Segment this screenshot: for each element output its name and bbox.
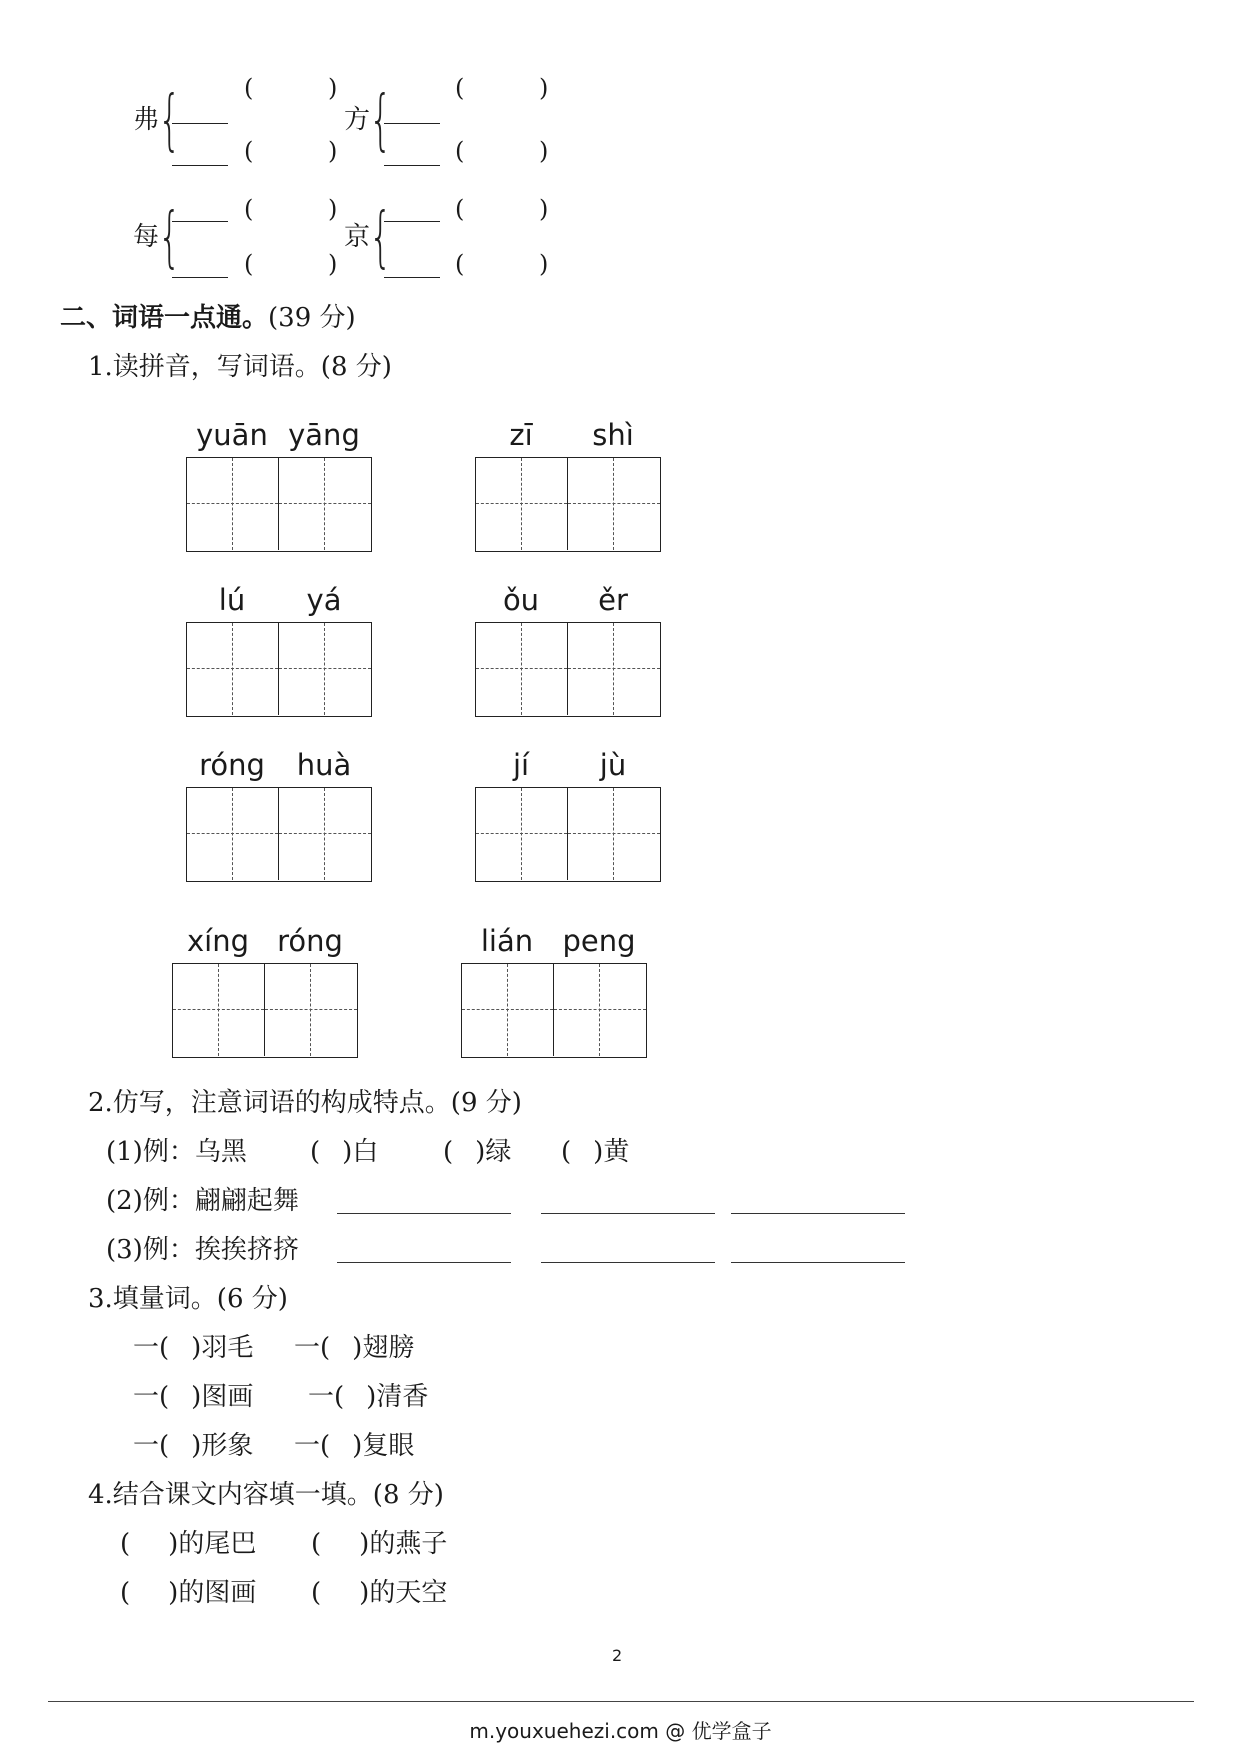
measure-item[interactable]: 一( )形象 [133,1431,254,1461]
paren-close: ) [328,74,338,102]
answer-blank[interactable] [384,142,440,170]
answer-line[interactable] [541,1262,715,1263]
fill-item[interactable]: ( )的天空 [311,1578,448,1608]
paren-open: ( [455,250,465,278]
pinyin-label: lú [218,583,246,617]
tianzige-box[interactable] [475,457,661,552]
measure-item[interactable]: 一( )翅膀 [294,1333,415,1363]
q2-label: (3)例： [106,1235,195,1265]
brace-icon: { [369,198,393,275]
pinyin-label: jí [512,748,530,782]
q2-line-1 [106,1137,247,1167]
answer-blank[interactable] [172,100,228,128]
measure-item[interactable]: 一( )复眼 [294,1431,415,1461]
paren-close: ) [539,137,549,165]
fill-item[interactable]: ( )的图画 [120,1578,257,1608]
paren-close: ) [539,195,549,223]
answer-blank[interactable] [172,198,228,226]
q2-label: (2)例： [106,1186,195,1216]
measure-item[interactable]: 一( )羽毛 [133,1333,254,1363]
pinyin-label: peng [562,924,636,958]
group-char-jing: 京 [344,222,371,252]
section-score: (39 分) [268,303,356,333]
paren-open: ( [244,74,254,102]
paren-open: ( [244,250,254,278]
answer-line[interactable] [337,1262,511,1263]
pinyin-label: yá [306,583,342,617]
pinyin-label: lián [480,924,534,958]
paren-open: ( [455,74,465,102]
pinyin-label: ěr [598,583,628,617]
footer-text[interactable]: m.youxuehezi.com @ 优学盒子 [469,1719,772,1743]
tianzige-box[interactable] [475,622,661,717]
section-heading [60,303,356,333]
answer-blank[interactable] [172,254,228,282]
pinyin-label: yuān [196,418,268,452]
q2-example: 乌黑 [194,1137,247,1167]
tianzige-box[interactable] [461,963,647,1058]
paren-close: ) [539,250,549,278]
q1-title: 1.读拼音，写词语。(8 分) [88,352,392,382]
brace-icon: { [158,81,182,158]
pinyin-label: huà [296,748,352,782]
pinyin-label: ǒu [502,583,540,617]
q2-item[interactable]: ( )白 [310,1137,379,1167]
group-char-fu: 弗 [133,105,160,135]
section-title: 二、词语一点通。 [60,303,269,333]
group-char-fang: 方 [344,105,371,135]
paren-open: ( [244,195,254,223]
paren-open: ( [244,137,254,165]
tianzige-box[interactable] [172,963,358,1058]
paren-close: ) [328,195,338,223]
measure-item[interactable]: 一( )清香 [308,1382,429,1412]
tianzige-box[interactable] [475,787,661,882]
fill-item[interactable]: ( )的尾巴 [120,1529,257,1559]
brace-icon: { [158,198,182,275]
answer-blank[interactable] [384,254,440,282]
q2-line-2 [106,1186,299,1216]
answer-blank[interactable] [172,142,228,170]
q3-title: 3.填量词。(6 分) [88,1284,288,1314]
answer-blank[interactable] [384,198,440,226]
pinyin-label: yāng [288,418,360,452]
q4-title: 4.结合课文内容填一填。(8 分) [88,1480,444,1510]
paren-close: ) [328,137,338,165]
pinyin-label: xíng [186,924,249,958]
group-char-mei: 每 [133,222,160,252]
fill-item[interactable]: ( )的燕子 [311,1529,448,1559]
pinyin-label: shì [592,418,634,452]
paren-close: ) [539,74,549,102]
paren-open: ( [455,137,465,165]
answer-line[interactable] [731,1213,905,1214]
pinyin-label: róng [277,924,343,958]
q2-item[interactable]: ( )绿 [443,1137,512,1167]
q2-label: (1)例： [106,1137,195,1167]
q2-line-3 [106,1235,299,1265]
pinyin-label: róng [199,748,265,782]
answer-blank[interactable] [384,100,440,128]
brace-icon: { [369,81,393,158]
answer-line[interactable] [541,1213,715,1214]
answer-line[interactable] [731,1262,905,1263]
q2-example: 挨挨挤挤 [194,1235,299,1265]
page-number: 2 [612,1646,623,1665]
paren-open: ( [455,195,465,223]
q2-example: 翩翩起舞 [194,1186,299,1216]
q2-title: 2.仿写，注意词语的构成特点。(9 分) [88,1088,522,1118]
pinyin-label: jù [599,748,627,782]
pinyin-label: zī [509,418,533,452]
answer-line[interactable] [337,1213,511,1214]
measure-item[interactable]: 一( )图画 [133,1382,254,1412]
tianzige-box[interactable] [186,787,372,882]
paren-close: ) [328,250,338,278]
q2-item[interactable]: ( )黄 [561,1137,630,1167]
footer-divider [48,1701,1194,1702]
tianzige-box[interactable] [186,457,372,552]
tianzige-box[interactable] [186,622,372,717]
